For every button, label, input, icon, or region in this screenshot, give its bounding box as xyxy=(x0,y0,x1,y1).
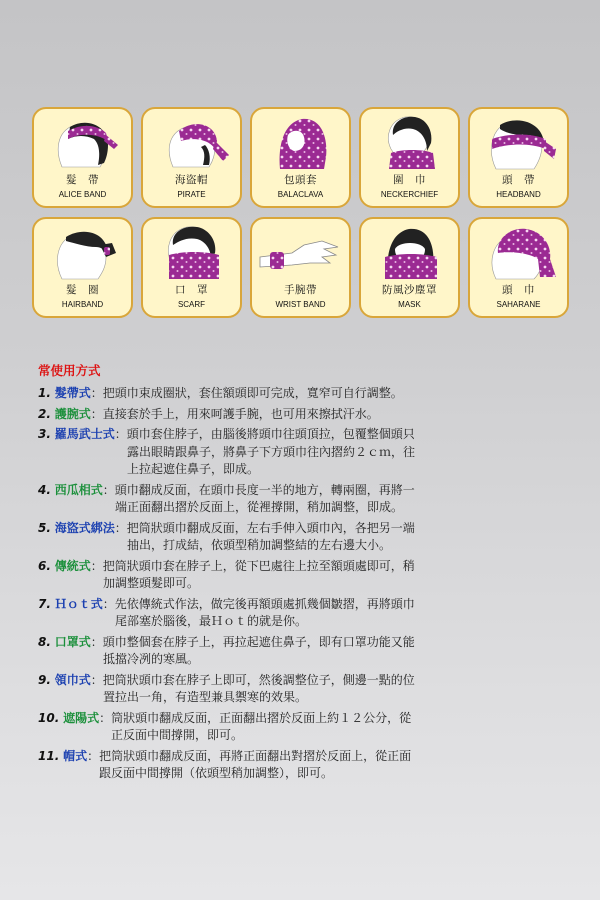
usage-item-line xyxy=(38,748,568,766)
usage-item-number: 7. xyxy=(38,596,51,611)
usage-item-text: 露出眼睛跟鼻子，將鼻子下方頭巾往內摺約２ｃｍ，往 xyxy=(127,444,416,459)
usage-item-number: 6. xyxy=(38,558,51,573)
tile-neckerchief xyxy=(359,107,460,208)
tile-name-zh: 防風沙塵罩 xyxy=(382,284,437,296)
usage-item-text: 跟反面中間撐開（依頭型稍加調整），即可。 xyxy=(99,766,334,780)
usage-item-text: 先依傳統式作法，做完後再額頭處抓幾個皺摺，再將頭巾 xyxy=(114,596,415,611)
usage-item-name: 護腕式 xyxy=(54,406,91,421)
usage-item-text: 上拉起遮住鼻子，即成。 xyxy=(127,462,260,476)
usage-item xyxy=(38,482,568,517)
tile-name-zh: 圍 巾 xyxy=(393,174,426,186)
tile-name-zh: 髮 圈 xyxy=(66,284,99,296)
usage-item-separator: ： xyxy=(102,596,115,611)
usage-item-name: Ｈｏｔ式 xyxy=(54,596,103,611)
usage-item-line xyxy=(38,520,568,538)
usage-title: 常使用方式 xyxy=(38,363,101,378)
usage-item-name: 西瓜相式 xyxy=(54,482,103,497)
tile-name-en: SAHARANE xyxy=(496,300,541,309)
usage-item-line xyxy=(38,426,568,444)
usage-item-line xyxy=(38,385,568,403)
usage-item-line xyxy=(38,558,568,576)
usage-item-text: 頭巾整個套在脖子上，再拉起遮住鼻子，即有口罩功能又能 xyxy=(102,634,415,649)
tile-name-zh: 口 罩 xyxy=(175,284,208,296)
usage-item-text: 加調整頭髮即可。 xyxy=(103,576,200,590)
usage-item-number: 2. xyxy=(38,406,51,421)
neckerchief-icon xyxy=(361,109,458,171)
usage-item-text: 抵擋冷冽的寒風。 xyxy=(103,652,200,666)
headband-icon xyxy=(470,109,567,171)
usage-item-separator: ： xyxy=(114,427,127,441)
usage-item-text: 置拉出一角，有造型兼具禦寒的效果。 xyxy=(103,690,308,704)
usage-item-separator: ： xyxy=(90,558,103,573)
usage-item xyxy=(38,558,568,593)
tile-name-en: BALACLAVA xyxy=(277,190,324,199)
usage-item-text: 把筒狀頭巾翻成反面，左右手伸入頭巾內，各把另一端 xyxy=(126,520,415,535)
tile-balaclava xyxy=(250,107,351,208)
usage-item-text: 筒狀頭巾翻成反面，正面翻出摺於反面上約１２公分，從 xyxy=(111,710,412,725)
usage-item-text: 把筒狀頭巾套在脖子上，從下巴處往上拉至額頭處即可，稍 xyxy=(102,558,415,573)
tile-hairband xyxy=(32,217,133,318)
usage-item-separator: ： xyxy=(114,520,127,535)
usage-item-line xyxy=(38,634,568,652)
usage-item-text: 正反面中間撐開，即可。 xyxy=(111,728,244,742)
tile-name-zh: 海盜帽 xyxy=(175,174,208,186)
saharane-icon xyxy=(470,219,567,281)
tile-name-en: HEADBAND xyxy=(496,190,541,199)
usage-item-name: 遮陽式 xyxy=(63,710,100,725)
usage-item-line xyxy=(38,406,568,424)
balaclava-icon xyxy=(252,109,349,171)
pirate-icon xyxy=(143,109,240,171)
usage-item xyxy=(38,406,568,424)
tile-name-en: NECKERCHIEF xyxy=(380,190,439,199)
usage-item xyxy=(38,385,568,403)
tile-name-en: PIRATE xyxy=(177,190,206,199)
usage-item-name: 髮帶式 xyxy=(54,386,91,400)
usage-item-line xyxy=(38,710,568,728)
usage-item-text: 把筒狀頭巾翻成反面，再將正面翻出對摺於反面上，從正面 xyxy=(99,748,412,763)
scarf-icon xyxy=(143,219,240,281)
usage-item-name: 帽式 xyxy=(63,748,88,763)
tile-scarf xyxy=(141,217,242,318)
usage-item-line xyxy=(38,482,568,500)
usage-item-number: 3. xyxy=(38,427,51,441)
tile-alice-band xyxy=(32,107,133,208)
usage-list xyxy=(38,385,568,783)
tile-name-en: MASK xyxy=(398,300,421,309)
usage-item-line xyxy=(38,672,568,690)
usage-item-separator: ： xyxy=(90,634,103,649)
tile-name-en: WRIST BAND xyxy=(275,300,326,309)
usage-item-separator: ： xyxy=(102,482,115,497)
style-grid xyxy=(32,107,569,318)
usage-item-text: 把頭巾束成圈狀，套住額頭即可完成，寬窄可自行調整。 xyxy=(102,386,403,400)
tile-name-en: ALICE BAND xyxy=(58,190,107,199)
usage-item xyxy=(38,672,568,707)
alice-band-icon xyxy=(34,109,131,171)
usage-item-name: 口罩式 xyxy=(54,634,91,649)
tile-name-en: SCARF xyxy=(177,300,206,309)
mask-icon xyxy=(361,219,458,281)
tile-pirate xyxy=(141,107,242,208)
usage-section xyxy=(38,361,568,786)
usage-item-text: 頭巾套住脖子，由腦後將頭巾往頭頂拉，包覆整個頭只 xyxy=(126,427,415,441)
usage-item-separator: ： xyxy=(87,748,100,763)
tile-name-zh: 頭 帶 xyxy=(502,174,535,186)
usage-item-text: 抽出，打成結，依頭型稍加調整結的左右邊大小。 xyxy=(127,538,392,552)
usage-item-number: 4. xyxy=(38,482,51,497)
usage-item-text: 尾部塞於腦後，最Ｈｏｔ的就是你。 xyxy=(115,614,308,628)
usage-item-number: 1. xyxy=(38,386,51,400)
usage-item-number: 5. xyxy=(38,520,51,535)
usage-item-number: 9. xyxy=(38,672,51,687)
usage-item-separator: ： xyxy=(90,386,103,400)
usage-item-text: 端正面翻出摺於反面上，從裡撐開，稍加調整，即成。 xyxy=(115,500,404,514)
tile-saharane xyxy=(468,217,569,318)
usage-item-separator: ： xyxy=(90,672,103,687)
tile-name-zh: 包頭套 xyxy=(284,174,317,186)
hairband-icon xyxy=(34,219,131,281)
usage-item-text: 把筒狀頭巾套在脖子上即可，然後調整位子，側邊一點的位 xyxy=(102,672,415,687)
wrist-band-icon xyxy=(252,219,349,281)
usage-item-number: 11. xyxy=(38,748,60,763)
usage-item xyxy=(38,748,568,783)
tile-name-en: HAIRBAND xyxy=(61,300,104,309)
usage-item xyxy=(38,596,568,631)
tile-wrist-band xyxy=(250,217,351,318)
usage-item-text: 直接套於手上，用來呵護手腕，也可用來擦拭汗水。 xyxy=(102,406,379,421)
tile-name-zh: 手腕帶 xyxy=(284,284,317,296)
usage-item-name: 領巾式 xyxy=(54,672,91,687)
usage-item-text: 頭巾翻成反面，在頭巾長度一半的地方，轉兩圈，再將一 xyxy=(114,482,415,497)
usage-item xyxy=(38,634,568,669)
usage-item xyxy=(38,710,568,745)
tile-name-zh: 髮 帶 xyxy=(66,174,99,186)
usage-item-name: 傳統式 xyxy=(54,558,91,573)
usage-item-line xyxy=(38,596,568,614)
tile-name-zh: 頭 巾 xyxy=(502,284,535,296)
usage-item-name: 羅馬武士式 xyxy=(54,427,115,441)
tile-headband xyxy=(468,107,569,208)
tile-mask xyxy=(359,217,460,318)
usage-item-separator: ： xyxy=(90,406,103,421)
usage-item-number: 8. xyxy=(38,634,51,649)
usage-item-number: 10. xyxy=(38,710,60,725)
usage-item-name: 海盜式綁法 xyxy=(54,520,115,535)
usage-item xyxy=(38,520,568,555)
usage-item xyxy=(38,426,568,479)
usage-item-separator: ： xyxy=(99,710,112,725)
